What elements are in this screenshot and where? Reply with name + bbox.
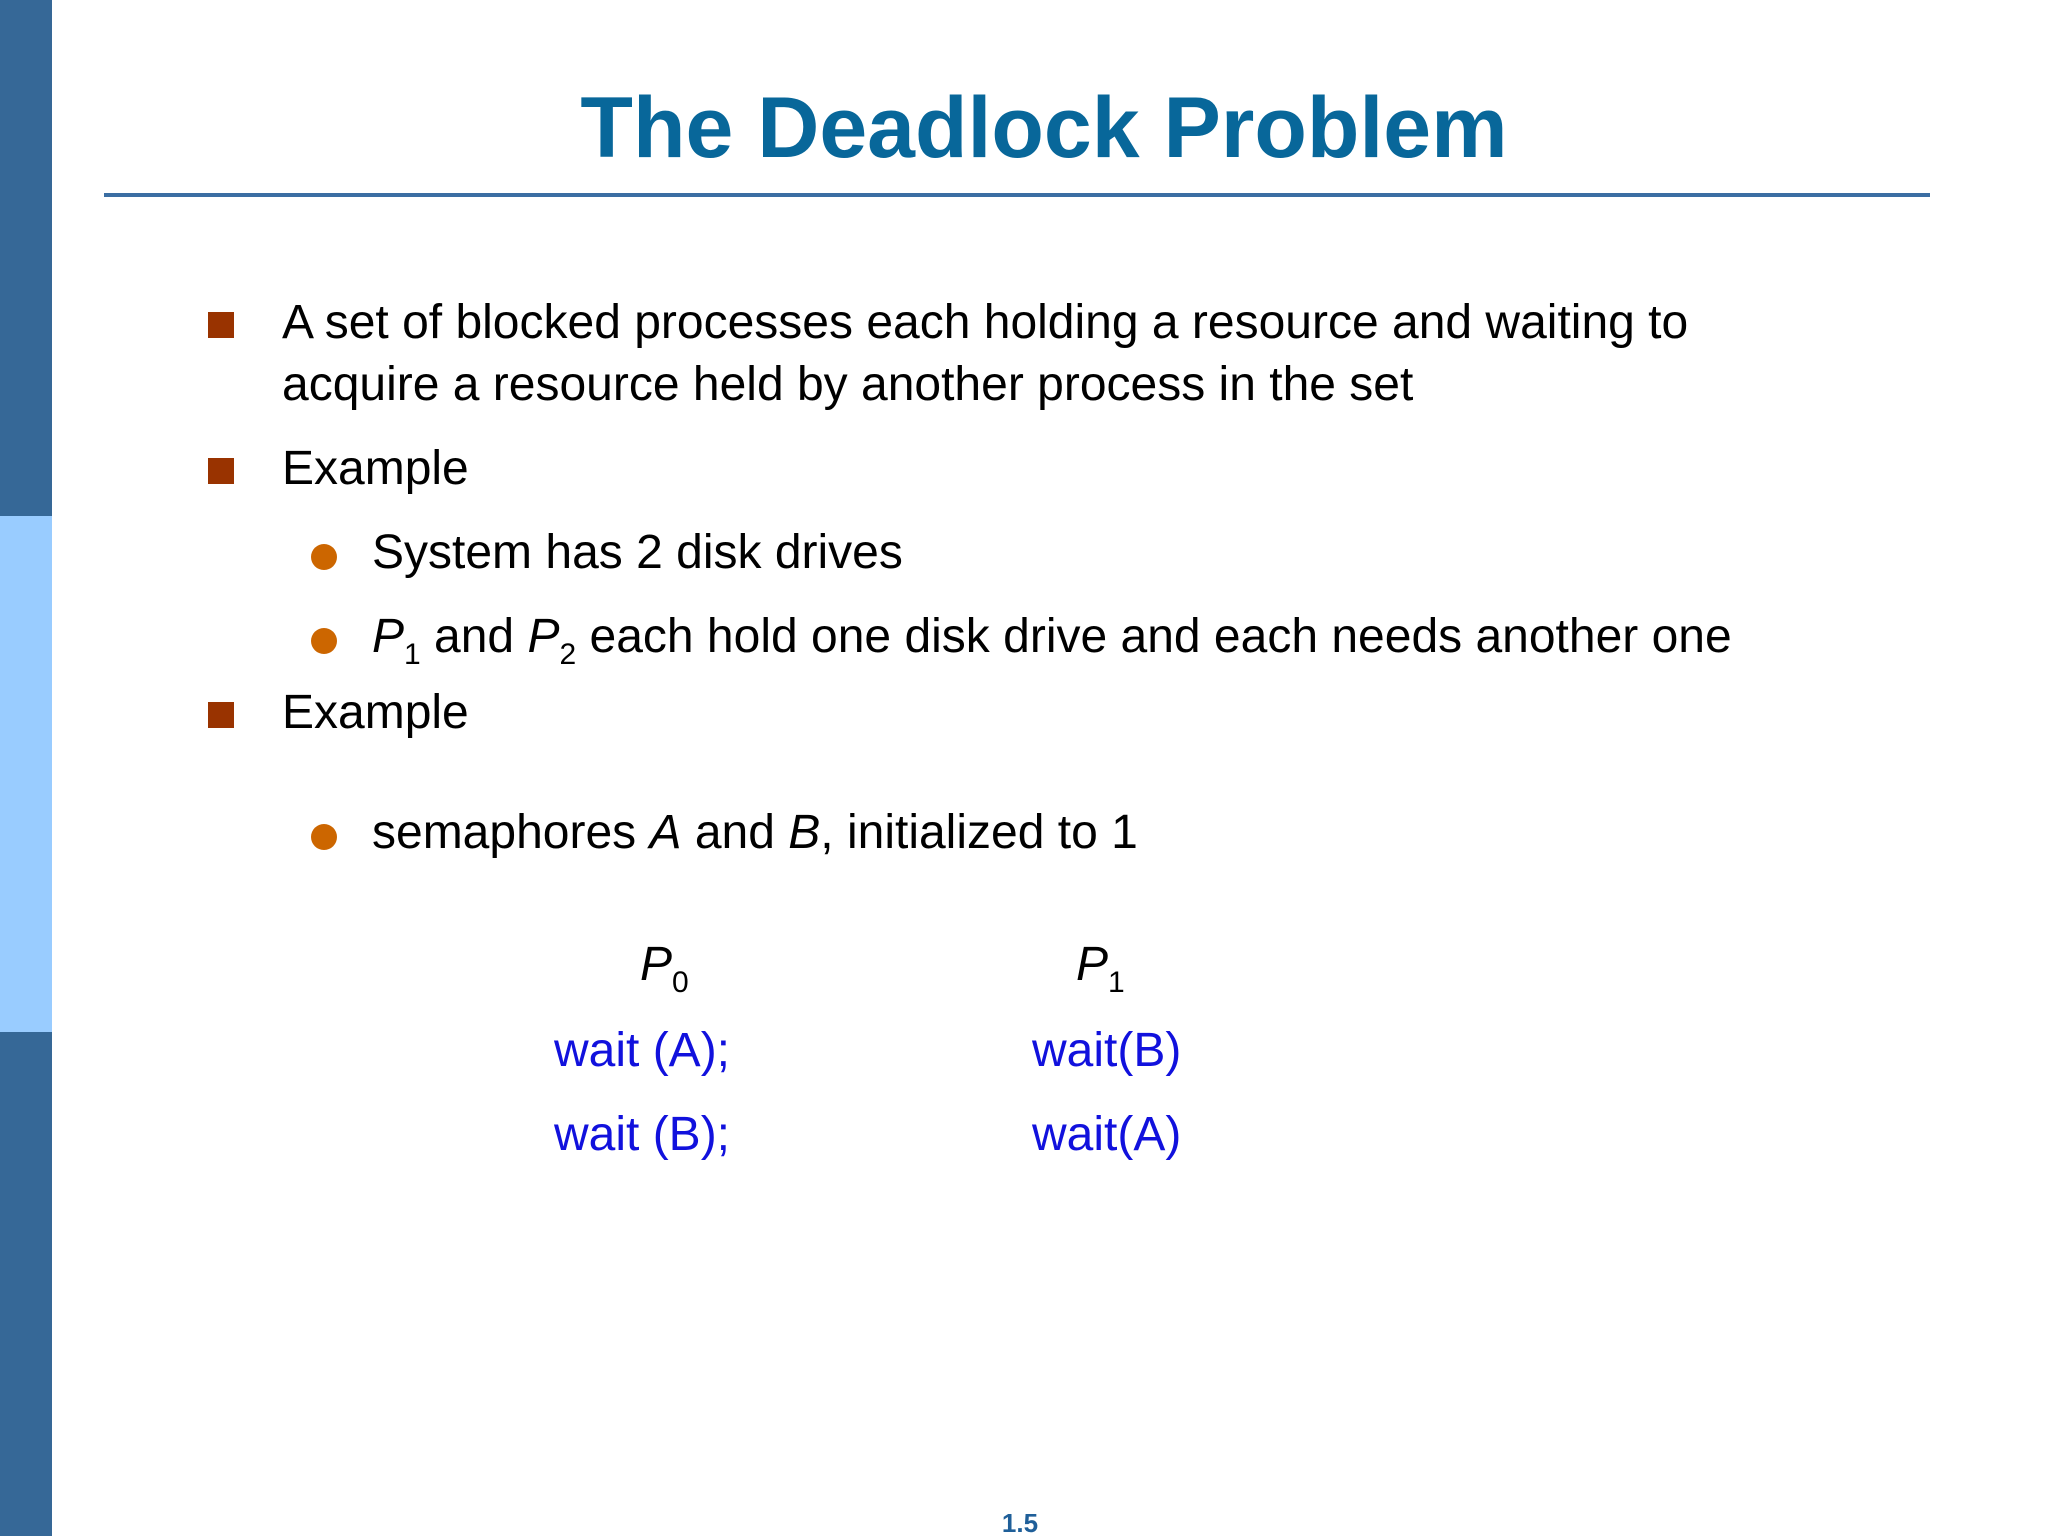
bullet-text-line: acquire a resource held by another process in the set [282,358,1414,411]
text-fragment: each hold one disk drive and each needs another one [576,610,1732,663]
text-fragment: , initialized to 1 [820,806,1138,859]
round-bullet-icon [311,628,337,654]
code-line-p1-1: wait(B) [1032,1024,1182,1077]
bullet-text: Example [282,686,469,739]
text-fragment: and [420,610,528,663]
text-fragment: and [681,806,789,859]
code-line-p1-2: wait(A) [1032,1108,1182,1161]
square-bullet-icon [208,312,234,338]
round-bullet-icon [311,824,337,850]
subscript: 2 [559,638,577,671]
process-p0-label [640,934,689,999]
process-symbol: P [1076,938,1109,991]
process-p1-label [1076,934,1125,999]
process-symbol: P [527,610,560,663]
sub-bullet-text [372,802,1138,864]
sub-bullet-text: System has 2 disk drives [372,526,903,579]
bullet-text-line: A set of blocked processes each holding a resource and waiting to [282,296,1689,349]
text-fragment: semaphores [372,806,650,859]
slide-title: The Deadlock Problem [580,80,1508,176]
code-line-p0-1: wait (A); [554,1024,731,1077]
sidebar-segment-bottom [0,1032,52,1536]
subscript: 1 [404,638,421,671]
semaphore-symbol: A [649,806,682,859]
process-symbol: P [372,610,405,663]
process-symbol: P [640,938,673,991]
subscript: 1 [1108,966,1125,999]
sidebar-segment-top [0,0,52,516]
square-bullet-icon [208,458,234,484]
square-bullet-icon [208,702,234,728]
page-number: 1.5 [1001,1508,1039,1538]
round-bullet-icon [311,544,337,570]
bullet-text: Example [282,442,469,495]
sidebar-segment-middle [0,516,52,1032]
subscript: 0 [672,966,689,999]
title-divider [104,193,1930,197]
code-line-p0-2: wait (B); [554,1108,731,1161]
semaphore-symbol: B [788,806,821,859]
sidebar-stripe [0,0,52,1536]
sub-bullet-text [372,606,1732,671]
